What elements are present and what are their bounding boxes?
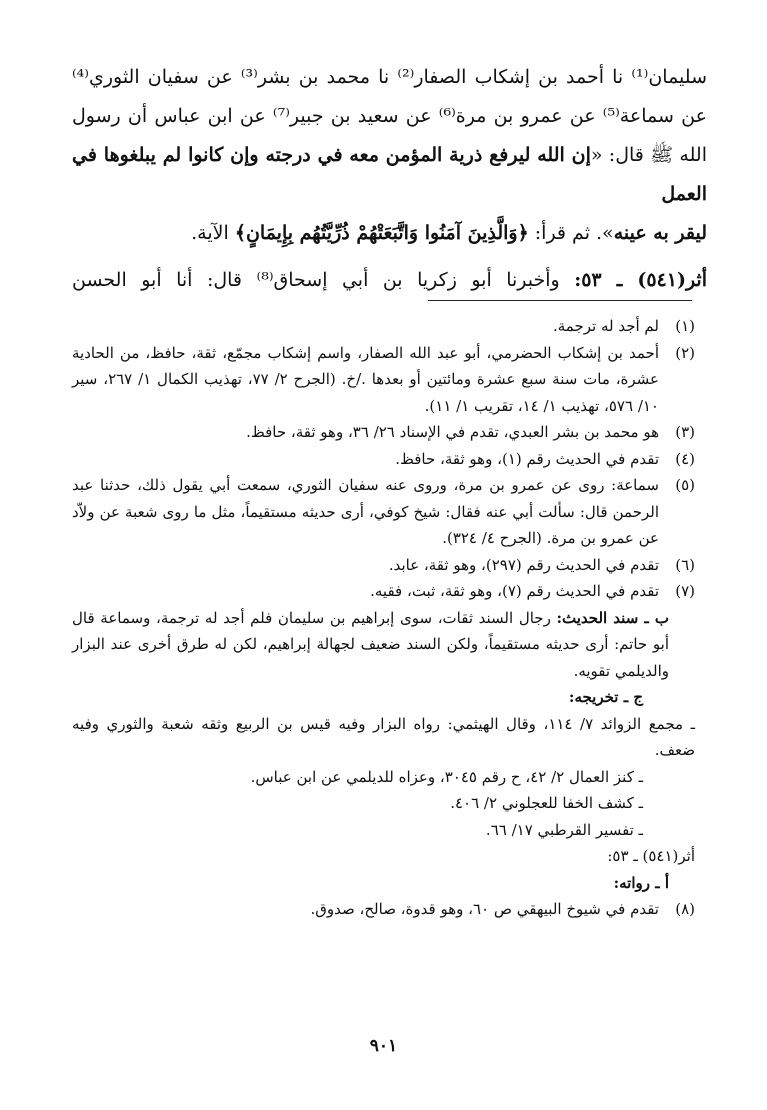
footnote-number: (٥): [675, 476, 695, 494]
footnote-7: [72, 578, 695, 605]
footnote-5: [72, 472, 695, 552]
footnote-number: (١): [675, 317, 695, 335]
athar-text: وأخبرنا أبو زكريا بن أبي إسحاق⁽⁸⁾ قال: أنا أبو الحسن: [72, 269, 575, 291]
sanad-section: [72, 605, 695, 685]
takhrij-item: ـ مجمع الزوائد ٧/ ١١٤، وقال الهيثمي: رواه البزار وفيه قيس بن الربيع وثقه شعبة والثوري وفيه ضعف.: [72, 714, 695, 759]
ruwat-label: أ ـ رواته:: [613, 873, 669, 892]
footnote-text: تقدم في الحديث رقم (٧)، وهو ثقة، ثبت، فقيه.: [370, 582, 659, 600]
footnote-number: (٣): [675, 423, 695, 441]
sanad-label: ب ـ سند الحديث:: [556, 608, 670, 627]
footnote-8: [72, 896, 695, 923]
footnote-4: [72, 446, 695, 473]
footnote-text: لم أجد له ترجمة.: [553, 317, 659, 335]
hadith-text-end: ليقر به عينه: [613, 222, 707, 244]
hadith-text: إن الله ليرفع ذرية المؤمن معه في درجته وإن كانوا لم يبلغوها في العمل: [72, 144, 707, 205]
main-line-1: سليمان⁽¹⁾ نا أحمد بن إشكاب الصفار⁽²⁾ نا محمد بن بشر⁽³⁾ عن سفيان الثوري⁽⁴⁾: [72, 66, 707, 88]
athar-note-heading: أثر(٥٤١) ـ ٥٣:: [607, 847, 695, 865]
athar-label: أثر(٥٤١) ـ ٥٣:: [574, 269, 707, 291]
footnote-1: [72, 313, 695, 340]
footnote-number: (٧): [675, 582, 695, 600]
takhrij-label: ج ـ تخريجه:: [568, 688, 643, 706]
takhrij-item: ـ تفسير القرطبي ١٧/ ٦٦.: [485, 820, 643, 839]
footnote-number: (٤): [675, 449, 695, 468]
main-line-4: [72, 214, 707, 253]
quran-verse: ﴿وَالَّذِينَ آمَنُوا وَاتَّبَعَتْهُمْ ذُرِّيَّتُهُم بِإِيمَانٍ﴾: [234, 222, 529, 244]
athar-line: [72, 261, 707, 300]
footnotes: [72, 313, 695, 923]
footnote-text: تقدم في الحديث رقم (٢٩٧)، وهو ثقة، عابد.: [388, 555, 659, 574]
takhrij-item: ـ كنز العمال ٢/ ٤٢، ح رقم ٣٠٤٥، وعزاه للديلمي عن ابن عباس.: [250, 767, 643, 786]
footnote-text: أحمد بن إشكاب الحضرمي، أبو عبد الله الصفار، واسم إشكاب مجمّع، ثقة، حافظ، من الحادية عشرة، مات سنة سبع عشرة ومائتين أو بعدها ./خ. (الجرح ٢/ ٧٧، تهذيب الكمال ١/ ٢٦٧، سير ١٠/ ٥٧٦، تهذيب ١/ ١٤، تقريب ١/ ١١).: [72, 343, 660, 415]
main-text: [72, 58, 707, 300]
footnote-separator: [428, 300, 692, 301]
footnote-3: [72, 419, 695, 446]
main-line-2: عن سماعة⁽⁵⁾ عن عمرو بن مرة⁽⁶⁾ عن سعيد بن جبير⁽⁷⁾ عن ابن عباس أن رسول: [72, 105, 707, 127]
footnote-number: (٨): [675, 900, 695, 918]
footnote-number: (٢): [675, 343, 695, 362]
takhrij-item: ـ كشف الخفا للعجلوني ٢/ ٤٠٦.: [450, 794, 643, 812]
recitation-intro: ». ثم قرأ:: [528, 222, 614, 244]
footnote-text: تقدم في الحديث رقم (١)، وهو ثقة، حافظ.: [395, 449, 659, 468]
footnote-6: [72, 552, 695, 579]
footnote-2: [72, 340, 695, 420]
main-line-3: [72, 136, 707, 214]
main-line-3-start: الله ﷺ قال: «: [590, 144, 707, 166]
page-number: ٩٠١: [369, 1036, 398, 1056]
footnote-text: هو محمد بن بشر العبدي، تقدم في الإسناد ٢٦/ ٣٦، وهو ثقة، حافظ.: [246, 423, 659, 441]
verse-suffix: الآية.: [191, 222, 235, 244]
sanad-text: رجال السند ثقات، سوى إبراهيم بن سليمان فلم أجد له ترجمة، وسماعة قال أبو حاتم: أرى حديثه مستقيماً، ولكن السند ضعيف لجهالة إبراهيم، لكن له طرق أخرى عند البزار والديلمي تقويه.: [72, 608, 669, 680]
footnote-number: (٦): [675, 555, 695, 574]
footnote-text: سماعة: روى عن عمرو بن مرة، وروى عنه سفيان الثوري، سمعت أبي يقول ذلك، حدثنا عبد الرحمن قال: سألت أبي عنه فقال: شيخ كوفي، أرى حديثه مستقيماً، مثل ما روى شعبة عن ولاّد عن عمرو بن مرة. (الجرح ٤/ ٣٢٤).: [72, 476, 659, 547]
footnote-text: تقدم في شيوخ البيهقي ص ٦٠، وهو قدوة، صالح، صدوق.: [310, 900, 659, 918]
